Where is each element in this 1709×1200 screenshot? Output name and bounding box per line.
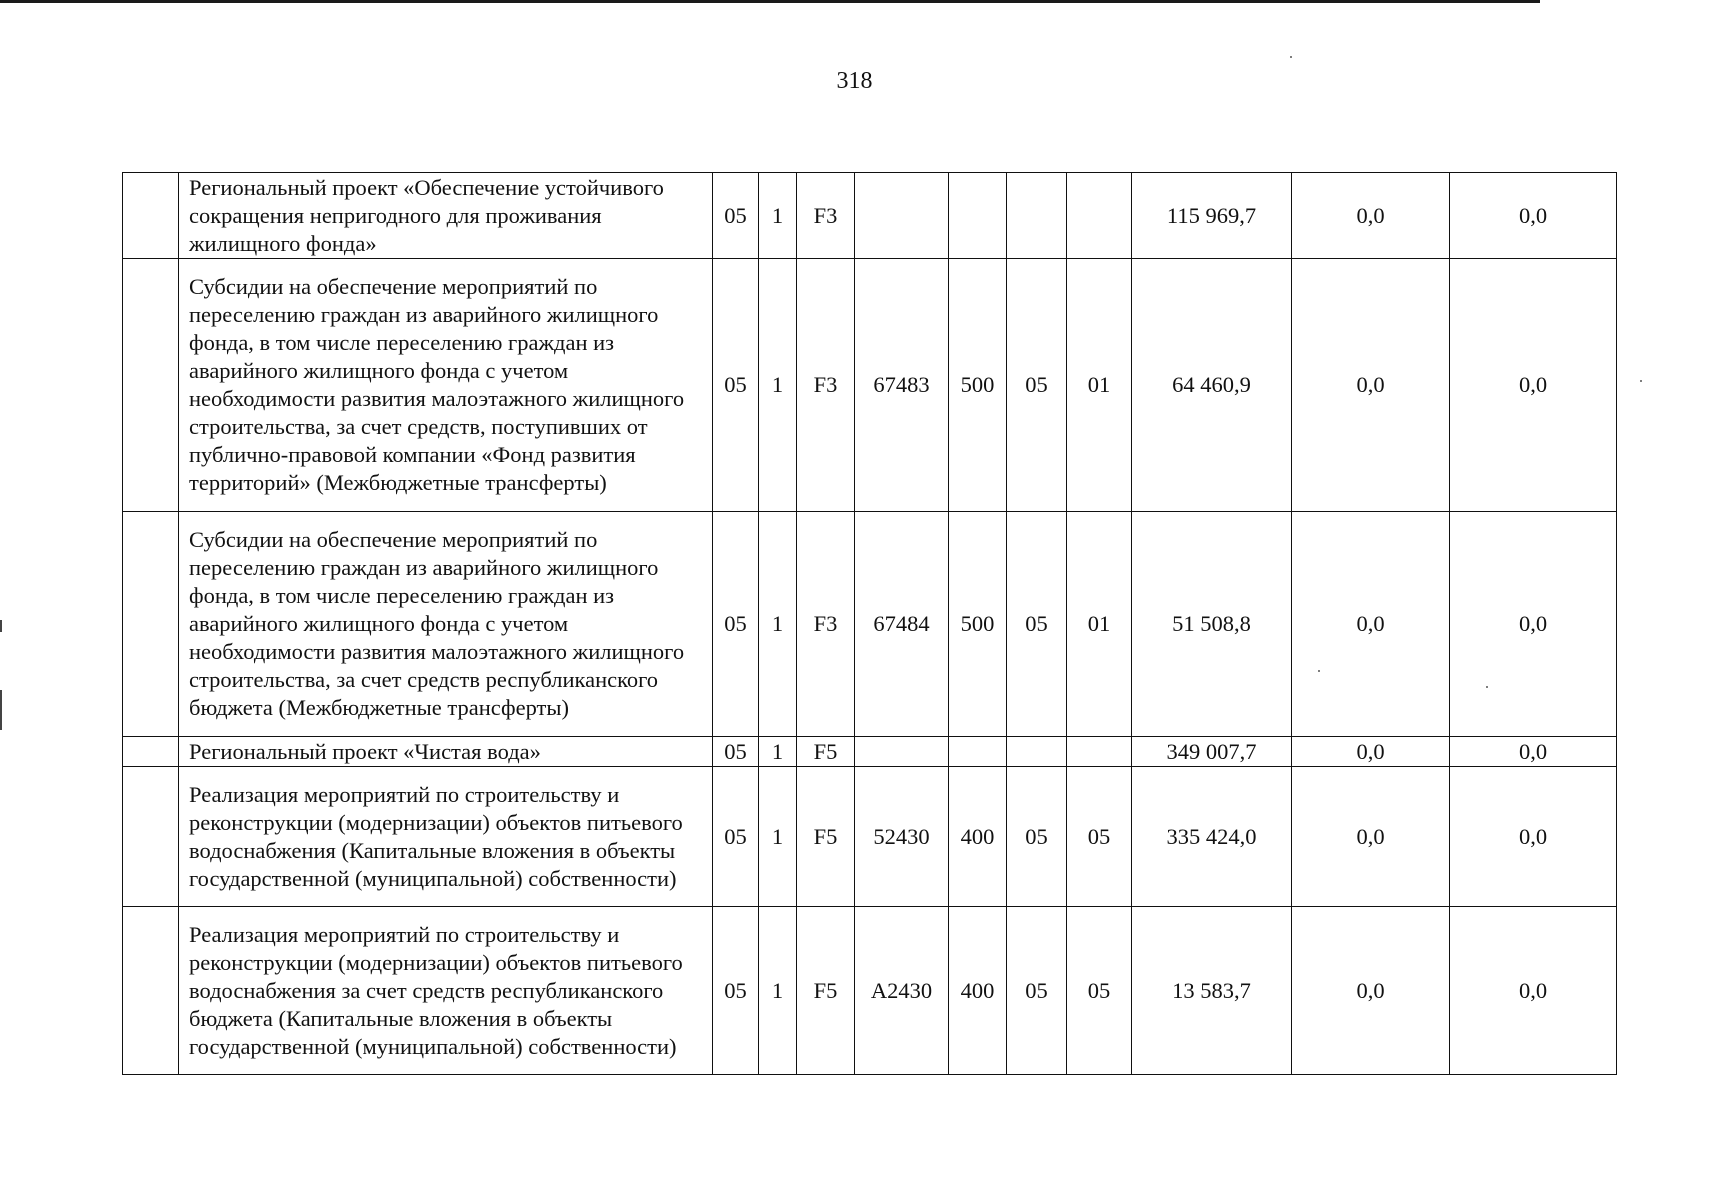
amount-year-1: 335 424,0 <box>1132 767 1292 907</box>
code-subprogram: 1 <box>759 907 797 1075</box>
amount-year-1: 51 508,8 <box>1132 512 1292 737</box>
amount-year-3: 0,0 <box>1450 173 1617 259</box>
code-expense-type: 400 <box>949 907 1007 1075</box>
code-subchapter <box>1067 737 1132 767</box>
row-number-cell <box>123 767 179 907</box>
code-chapter <box>1007 737 1067 767</box>
code-direction <box>855 173 949 259</box>
code-chapter: 05 <box>1007 512 1067 737</box>
code-expense-type: 500 <box>949 512 1007 737</box>
amount-year-3: 0,0 <box>1450 767 1617 907</box>
page-number: 318 <box>836 68 873 94</box>
amount-year-2: 0,0 <box>1292 512 1450 737</box>
code-subprogram: 1 <box>759 173 797 259</box>
code-direction: 52430 <box>855 767 949 907</box>
row-number-cell <box>123 259 179 512</box>
code-subprogram: 1 <box>759 259 797 512</box>
code-subchapter: 05 <box>1067 907 1132 1075</box>
item-name: Реализация мероприятий по строительству и реконструкции (модернизации) объектов питьевого водоснабжения за счет средств республиканского бюджета (Капитальные вложения в объекты государственной (муниципальной) собственности) <box>179 907 713 1075</box>
code-direction: 67484 <box>855 512 949 737</box>
scan-dot <box>1290 56 1292 58</box>
code-expense-type: 400 <box>949 767 1007 907</box>
table-row <box>123 907 1617 1075</box>
table-row <box>123 173 1617 259</box>
amount-year-2: 0,0 <box>1292 259 1450 512</box>
code-project: F5 <box>797 907 855 1075</box>
row-number-cell <box>123 173 179 259</box>
item-name: Реализация мероприятий по строительству и реконструкции (модернизации) объектов питьевого водоснабжения (Капитальные вложения в объекты государственной (муниципальной) собственности) <box>179 767 713 907</box>
amount-year-3: 0,0 <box>1450 259 1617 512</box>
amount-year-2: 0,0 <box>1292 737 1450 767</box>
code-subchapter: 01 <box>1067 512 1132 737</box>
code-project: F3 <box>797 259 855 512</box>
row-number-cell <box>123 737 179 767</box>
code-chapter: 05 <box>1007 259 1067 512</box>
amount-year-2: 0,0 <box>1292 907 1450 1075</box>
code-section: 05 <box>713 737 759 767</box>
code-chapter: 05 <box>1007 907 1067 1075</box>
code-section: 05 <box>713 259 759 512</box>
item-name: Региональный проект «Обеспечение устойчивого сокращения непригодного для проживания жилищного фонда» <box>179 173 713 259</box>
item-name: Субсидии на обеспечение мероприятий по переселению граждан из аварийного жилищного фонда, в том числе переселению граждан из аварийного жилищного фонда с учетом необходимости развития малоэтажного жилищного строительства, за счет средств, поступивших от публично-правовой компании «Фонд развития территорий» (Межбюджетные трансферты) <box>179 259 713 512</box>
code-direction <box>855 737 949 767</box>
amount-year-1: 13 583,7 <box>1132 907 1292 1075</box>
code-project: F3 <box>797 173 855 259</box>
code-subprogram: 1 <box>759 512 797 737</box>
code-section: 05 <box>713 767 759 907</box>
amount-year-2: 0,0 <box>1292 767 1450 907</box>
table-row <box>123 512 1617 737</box>
amount-year-3: 0,0 <box>1450 907 1617 1075</box>
amount-year-1: 349 007,7 <box>1132 737 1292 767</box>
amount-year-1: 64 460,9 <box>1132 259 1292 512</box>
code-project: F5 <box>797 737 855 767</box>
code-subchapter <box>1067 173 1132 259</box>
scan-dot <box>1640 380 1642 382</box>
item-name: Субсидии на обеспечение мероприятий по переселению граждан из аварийного жилищного фонда, в том числе переселению граждан из аварийного жилищного фонда с учетом необходимости развития малоэтажного жилищного строительства, за счет средств республиканского бюджета (Межбюджетные трансферты) <box>179 512 713 737</box>
code-section: 05 <box>713 173 759 259</box>
code-chapter: 05 <box>1007 767 1067 907</box>
table-row <box>123 767 1617 907</box>
code-subchapter: 05 <box>1067 767 1132 907</box>
amount-year-1: 115 969,7 <box>1132 173 1292 259</box>
code-direction: 67483 <box>855 259 949 512</box>
row-number-cell <box>123 907 179 1075</box>
code-expense-type: 500 <box>949 259 1007 512</box>
code-project: F5 <box>797 767 855 907</box>
code-project: F3 <box>797 512 855 737</box>
item-name: Региональный проект «Чистая вода» <box>179 737 713 767</box>
amount-year-3: 0,0 <box>1450 737 1617 767</box>
code-section: 05 <box>713 907 759 1075</box>
budget-table <box>122 172 1617 1075</box>
code-direction: A2430 <box>855 907 949 1075</box>
scan-mark <box>0 690 2 730</box>
code-subchapter: 01 <box>1067 259 1132 512</box>
amount-year-2: 0,0 <box>1292 173 1450 259</box>
row-number-cell <box>123 512 179 737</box>
code-expense-type <box>949 737 1007 767</box>
scan-mark <box>0 620 2 632</box>
code-expense-type <box>949 173 1007 259</box>
code-subprogram: 1 <box>759 737 797 767</box>
amount-year-3: 0,0 <box>1450 512 1617 737</box>
code-chapter <box>1007 173 1067 259</box>
table-row <box>123 737 1617 767</box>
code-subprogram: 1 <box>759 767 797 907</box>
table-row <box>123 259 1617 512</box>
code-section: 05 <box>713 512 759 737</box>
top-scan-rule <box>0 0 1540 3</box>
